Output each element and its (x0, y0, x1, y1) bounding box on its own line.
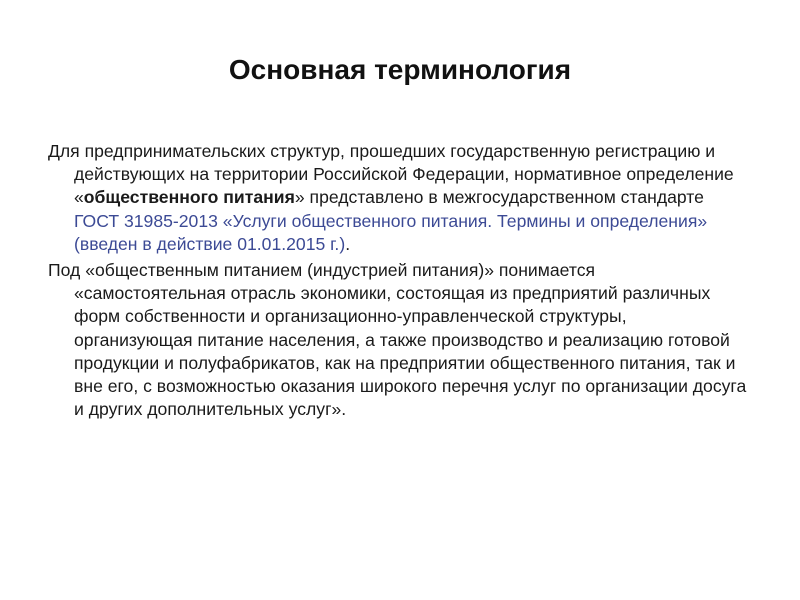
paragraph1-text-middle: » представлено в межгосударственном стандарте (294, 187, 704, 208)
paragraph-gost-definition (48, 140, 748, 256)
bold-term-public-catering: общественного питания (83, 187, 295, 208)
slide-body (48, 140, 748, 424)
paragraph1-text-start: Для предпринимательских структур, прошедших государственную регистрацию и действующих на территории Российской Федерации, нормативное определение « (48, 141, 734, 208)
paragraph-industry-definition: Под «общественным питанием (индустрией питания)» понимается «самостоятельная отрасль экономики, состоящая из предприятий различных форм собственности и организационно-управленческой структуры, организующая питание населения, а также производство и реализацию готовой продукции и полуфабрикатов, как на предприятии общественного питания, так и вне его, с возможностью оказания широкого перечня услуг по организации досуга и других дополнительных услуг». (48, 260, 747, 420)
slide-title: Основная терминология (228, 54, 572, 85)
gost-standard-reference: ГОСТ 31985-2013 «Услуги общественного питания. Термины и определения» (введен в действие 01.01.2015 г.) (74, 210, 708, 254)
paragraph1-text-end: . (345, 233, 351, 254)
